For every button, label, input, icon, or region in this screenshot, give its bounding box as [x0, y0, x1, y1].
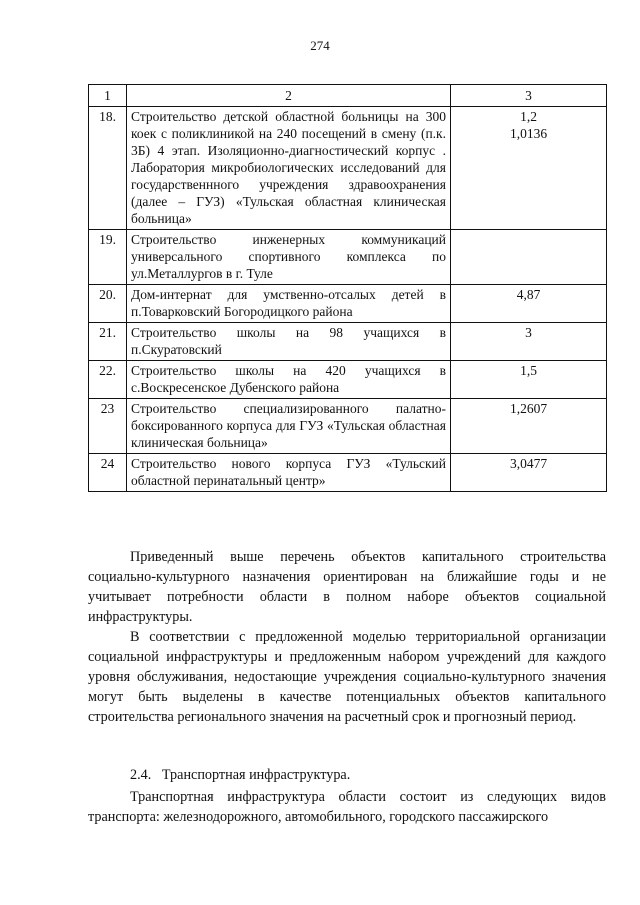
paragraph-3	[88, 787, 606, 827]
value-text: 3,0477	[509, 456, 548, 471]
table-row	[89, 454, 607, 492]
value-text: 1,2607	[509, 401, 548, 416]
paragraph-text: Приведенный выше перечень объектов капитального строительства социально-культурного назначения ориентирован на ближайшие годы и не учитывает потребности области в полном наборе объектов социальной инфраструктуры.	[88, 549, 606, 625]
value-text: 1,5	[520, 363, 537, 378]
object-description-cell: Строительство детской областной больницы на 300 коек с поликлиникой на 240 посещений в смену (п.к. 3Б) 4 этап. Изоляционно-диагностический корпус . Лаборатория микробиологических исследований для государственнного учреждения здравоохранения (далее – ГУЗ) «Тульская областная клиническая больница»	[127, 107, 451, 230]
value-text: 1,0136	[509, 126, 548, 141]
object-description-cell: Строительство инженерных коммуникаций универсального спортивного комплекса по ул.Металлургов в г. Туле	[127, 230, 451, 285]
value-text: 4,87	[516, 287, 541, 302]
object-description-cell: Дом-интернат для умственно-отсалых детей в п.Товарковский Богородицкого района	[127, 285, 451, 323]
table-row	[89, 285, 607, 323]
paragraph-2	[88, 627, 606, 727]
value-text: 1,2	[520, 109, 537, 124]
value-cell	[451, 107, 607, 230]
value-cell	[451, 454, 607, 492]
paragraph-1	[88, 547, 606, 627]
page-number: 274	[310, 38, 330, 53]
paragraph-text: В соответствии с предложенной моделью территориальной организации социальной инфраструктуры и предложенным набором учреждений для каждого уровня обслуживания, недостающие учреждения социально-культурного значения могут быть выделены в качестве потенциальных объектов капитального строительства регионального значения на расчетный срок и прогнозный период.	[88, 629, 606, 725]
table-row	[89, 230, 607, 285]
row-number-cell: 23	[89, 399, 127, 454]
row-number-cell: 18.	[89, 107, 127, 230]
row-number-cell: 19.	[89, 230, 127, 285]
row-number-cell: 24	[89, 454, 127, 492]
column-header-2: 2	[127, 85, 451, 107]
object-description-cell: Строительство школы на 420 учащихся в с.Воскресенское Дубенского района	[127, 361, 451, 399]
value-cell	[451, 285, 607, 323]
table-row	[89, 323, 607, 361]
paragraph-text: Транспортная инфраструктура области состоит из следующих видов транспорта: железнодорожного, автомобильного, городского пассажирского	[88, 789, 606, 825]
object-description-cell: Строительство нового корпуса ГУЗ «Тульский областной перинатальный центр»	[127, 454, 451, 492]
column-header-1: 1	[89, 85, 127, 107]
value-cell	[451, 361, 607, 399]
column-header-3: 3	[451, 85, 607, 107]
table-row	[89, 361, 607, 399]
value-cell	[451, 323, 607, 361]
row-number-cell: 22.	[89, 361, 127, 399]
row-number-cell: 20.	[89, 285, 127, 323]
object-description-cell: Строительство школы на 98 учащихся в п.Скуратовский	[127, 323, 451, 361]
value-cell	[451, 399, 607, 454]
row-number-cell: 21.	[89, 323, 127, 361]
object-description-cell: Строительство специализированного палатно-боксированного корпуса для ГУЗ «Тульская областная клиническая больница»	[127, 399, 451, 454]
capital-construction-table	[88, 84, 607, 492]
table-header-row	[89, 85, 607, 107]
table-row	[89, 399, 607, 454]
value-cell	[451, 230, 607, 285]
value-text: 3	[525, 325, 532, 340]
table-row	[89, 107, 607, 230]
section-heading: 2.4. Транспортная инфраструктура.	[130, 767, 351, 783]
